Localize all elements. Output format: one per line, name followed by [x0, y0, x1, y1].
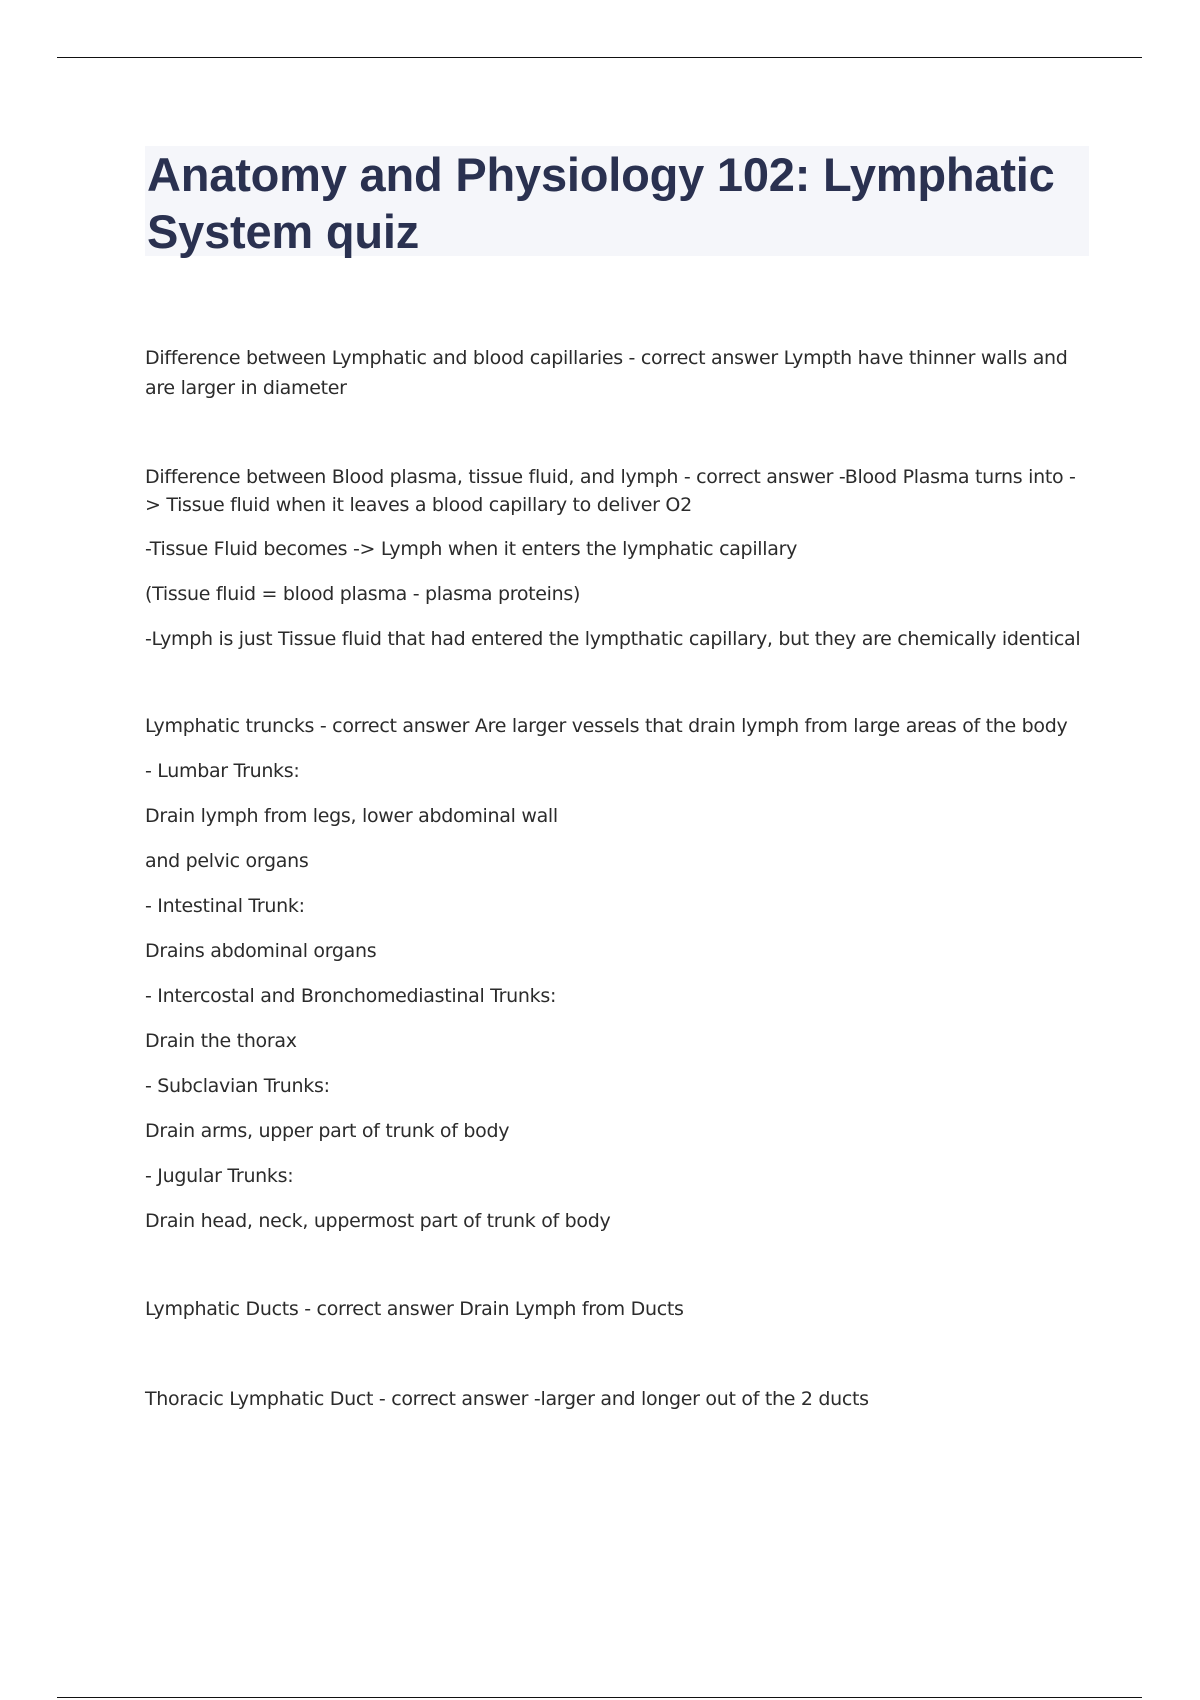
- qa-line: - Intestinal Trunk:: [145, 895, 305, 917]
- qa-line: Drain the thorax: [145, 1030, 297, 1052]
- qa-entry-lymphatic-ducts: [145, 1295, 1090, 1324]
- qa-line: - Lumbar Trunks:: [145, 760, 300, 782]
- qa-line: Lymphatic truncks - correct answer Are larger vessels that drain lymph from large areas of the body: [145, 715, 1068, 737]
- qa-line: Drains abdominal organs: [145, 940, 377, 962]
- qa-line: and pelvic organs: [145, 850, 309, 872]
- qa-line: (Tissue fluid = blood plasma - plasma proteins): [145, 583, 581, 605]
- qa-line: Lymphatic Ducts - correct answer Drain Lymph from Ducts: [145, 1298, 684, 1320]
- qa-line: -Tissue Fluid becomes -> Lymph when it enters the lymphatic capillary: [145, 538, 798, 560]
- qa-line: Drain arms, upper part of trunk of body: [145, 1120, 510, 1142]
- qa-line: Thoracic Lymphatic Duct - correct answer -larger and longer out of the 2 ducts: [145, 1388, 869, 1410]
- qa-entry-plasma-fluid-lymph: [145, 463, 1090, 654]
- top-rule: [57, 57, 1142, 58]
- bottom-rule: [57, 1697, 1142, 1698]
- qa-line: Difference between Blood plasma, tissue fluid, and lymph - correct answer -Blood Plasma turns into -> Tissue fluid when it leaves a blood capillary to deliver O2: [145, 466, 1076, 516]
- qa-line: - Subclavian Trunks:: [145, 1075, 330, 1097]
- qa-line: - Jugular Trunks:: [145, 1165, 294, 1187]
- qa-line: Drain lymph from legs, lower abdominal wall: [145, 805, 558, 827]
- qa-entry-thoracic-duct: [145, 1385, 1090, 1414]
- qa-entry-lymph-vs-blood-capillaries: [145, 343, 1090, 403]
- document-title: Anatomy and Physiology 102: Lymphatic System quiz: [147, 148, 1055, 258]
- qa-line: Difference between Lymphatic and blood capillaries - correct answer Lympth have thinner walls and are larger in diameter: [145, 347, 1068, 399]
- title-block: [145, 146, 1089, 256]
- qa-entry-lymphatic-trunks: [145, 712, 1090, 1236]
- qa-line: -Lymph is just Tissue fluid that had entered the lympthatic capillary, but they are chemically identical: [145, 628, 1081, 650]
- qa-line: - Intercostal and Bronchomediastinal Trunks:: [145, 985, 557, 1007]
- qa-line: Drain head, neck, uppermost part of trunk of body: [145, 1210, 611, 1232]
- quiz-content: [145, 343, 1090, 1414]
